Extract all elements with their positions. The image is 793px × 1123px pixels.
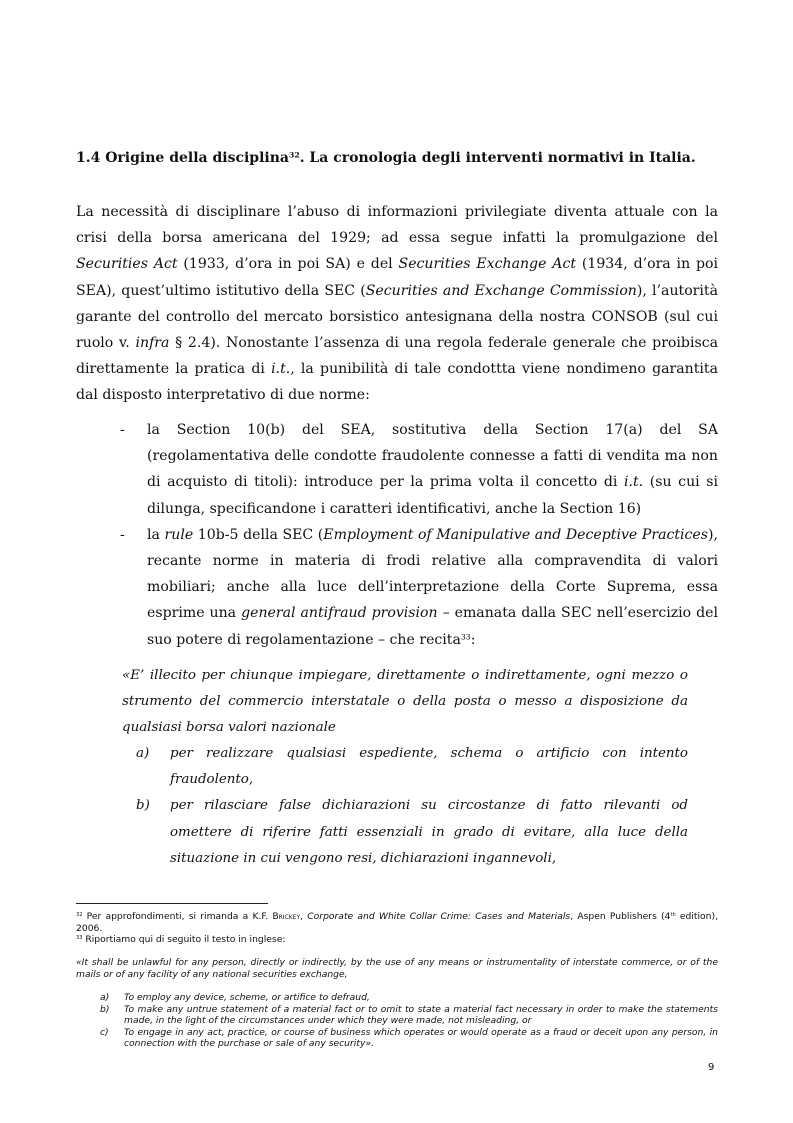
intro-paragraph: La necessità di disciplinare l’abuso di informazioni privilegiate diventa attuale con la crisi della borsa americana del 1929; ad essa segue infatti la promulgazione del Securities Act (1933, d’ora in poi SA) e del Securities Exchange Act (1934, d’ora in poi SEA), quest’ultimo istitutivo della SEC (Securities and Exchange Commission), l’autorità garante del controllo del mercato borsistico antesignana della nostra CONSOB (sul cui ruolo v. infra § 2.4). Nonostante l’assenza di una regola federale generale che proibisca direttamente la pratica di i.t., la punibilità di tale condottta viene nondimeno garantita dal disposto interpretativo di due norme:: [76, 204, 719, 404]
footnote-ref-33[interactable]: 33: [460, 631, 471, 641]
rule-quote-list: [122, 741, 688, 872]
list-item: - la Section 10(b) del SEA, sostitutiva della Section 17(a) del SA (regolamentativa delle condotte fraudolente connesse a fatti di vendita ma non di acquisto di titoli): introduce per la prima volta il concetto di i.t. (su cui si dilunga, specificandone i caratteri identificativi, anche la Section 16): [120, 417, 718, 522]
list-item: c) To engage in any act, practice, or course of business which operates or would operate as a fraud or deceit upon any person, in connection with the purchase or sale of any security».: [100, 1026, 718, 1050]
page-number: 9: [708, 1062, 715, 1073]
dash-marker: -: [120, 422, 125, 438]
norms-list: [120, 417, 718, 653]
footnote-separator: [76, 903, 268, 904]
dash-marker: -: [120, 526, 125, 543]
list-item: b) per rilasciare false dichiarazioni su circostanze di fatto rilevanti od omettere di riferire fatti essenziali in grado di evitare, alla luce della situazione in cui vengono resi, dichiarazioni ingannevoli,: [136, 798, 688, 866]
list-item: b) To make any untrue statement of a material fact or to omit to state a material fact necessary in order to make the statements made, in the light of the circumstances under which they were made, not misleading, or: [100, 1003, 718, 1027]
section-heading: 1.4 Origine della disciplina$^{32}$. La cronologia degli interventi normativi in Italia.: [76, 150, 696, 166]
footnote-quote-list: [76, 992, 718, 1050]
rule-quote-intro: «E’ illecito per chiunque impiegare, direttamente o indirettamente, ogni mezzo o strumento del commercio interstatale o della posta o messo a disposizione da qualsiasi borsa valori nazionale: [122, 668, 688, 736]
footnote-33: $^{33}$ Riportiamo qui di seguito il testo in inglese:: [76, 934, 286, 945]
footnote-32: $^{32}$ Per approfondimenti, si rimanda a K.F. Brickey, Corporate and White Collar Crime: Cases and Materials, Aspen Publishers (4th edition), 2006.: [76, 911, 719, 934]
footnote-quote: «It shall be unlawful for any person, directly or indirectly, by the use of any means or instrumentality of interstate commerce, or of the mails or of any facility of any national securities exchange,: [76, 957, 718, 980]
footnote-ref-32[interactable]: 32: [288, 150, 300, 160]
list-item: a) per realizzare qualsiasi espediente, schema o artificio con intento fraudolento,: [136, 746, 688, 788]
list-item: a) To employ any device, scheme, or artifice to defraud,: [100, 992, 370, 1003]
list-item: - la rule 10b-5 della SEC (Employment of Manipulative and Deceptive Practices), recante norme in materia di frodi relative alla compravendita di valori mobiliari; anche alla luce dell’interpretazione della Corte Suprema, essa esprime una general antifraud provision – emanata dalla SEC nell’esercizio del suo potere di regolamentazione – che recita$^{33}$:: [120, 522, 718, 653]
